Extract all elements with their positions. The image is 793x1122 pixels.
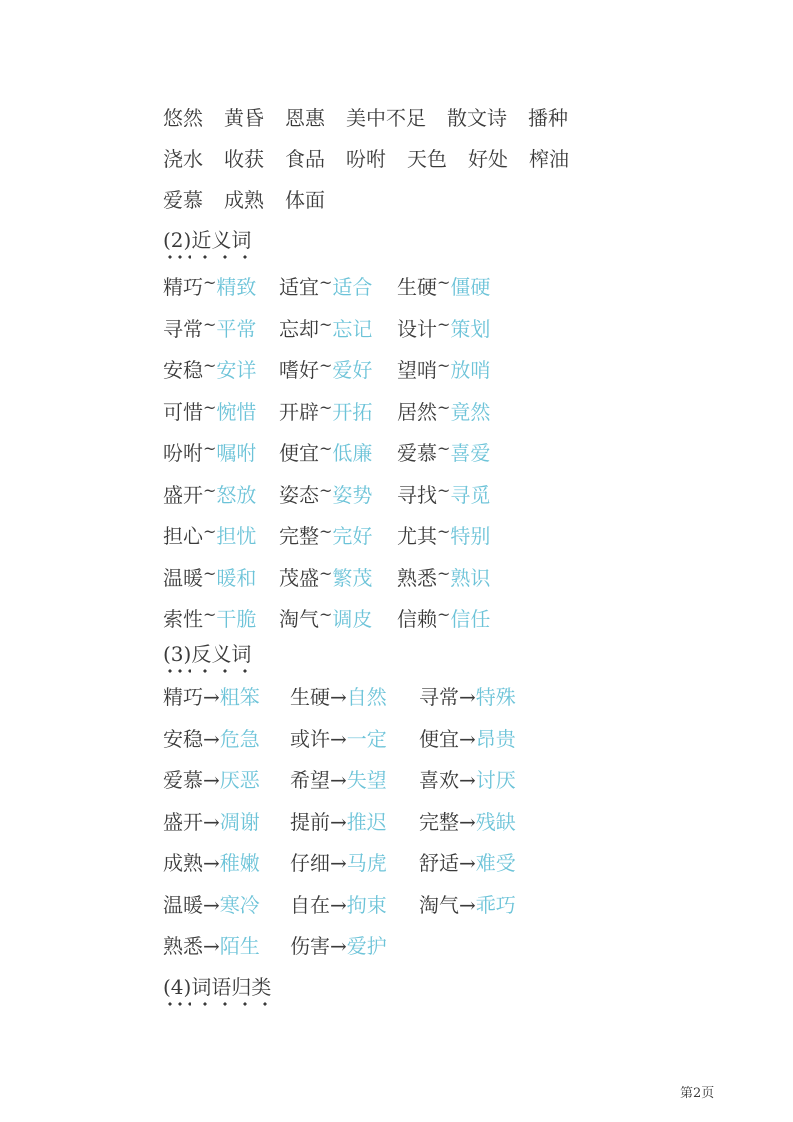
arrow-separator: → — [330, 726, 347, 751]
antonym-pair — [290, 682, 387, 712]
answer-word: 稚嫩 — [219, 851, 260, 875]
section-number: (4) — [163, 975, 191, 999]
answer-word: 干脆 — [216, 607, 257, 631]
source-word: 茂盛 — [279, 565, 319, 590]
arrow-separator: → — [203, 726, 220, 751]
synonym-pair — [279, 393, 372, 427]
source-word: 希望 — [290, 768, 330, 792]
tilde-separator: ~ — [319, 605, 333, 624]
vocab-word: 浇水 — [163, 147, 203, 171]
tilde-separator: ~ — [203, 605, 217, 624]
tilde-separator: ~ — [319, 314, 333, 334]
synonym-pair — [279, 600, 372, 634]
synonym-pair — [163, 434, 256, 468]
synonym-pair — [397, 351, 490, 385]
tilde-separator: ~ — [319, 397, 333, 417]
word-line-1 — [163, 103, 568, 133]
source-word: 舒适 — [419, 851, 459, 875]
arrow-separator: → — [203, 934, 220, 958]
section-heading-antonyms — [163, 639, 251, 669]
section-number: (3) — [163, 642, 191, 666]
section-number: (2) — [163, 228, 191, 252]
antonym-pair — [290, 765, 387, 795]
answer-word: 残缺 — [475, 809, 516, 834]
answer-word: 适合 — [332, 275, 373, 299]
vocab-word: 好处 — [468, 147, 508, 171]
vocab-word: 悠然 — [163, 106, 203, 130]
source-word: 寻常 — [163, 316, 203, 341]
answer-word: 姿势 — [332, 482, 373, 507]
word-line-3 — [163, 185, 325, 215]
source-word: 安稳 — [163, 726, 203, 751]
arrow-separator: → — [203, 851, 220, 875]
answer-word: 失望 — [346, 768, 387, 792]
arrow-separator: → — [203, 809, 220, 834]
antonym-pair — [163, 931, 260, 961]
synonym-pair — [397, 310, 490, 344]
antonym-pair — [290, 931, 387, 961]
source-word: 便宜 — [419, 726, 459, 751]
tilde-separator: ~ — [319, 356, 333, 375]
source-word: 担心 — [163, 524, 203, 548]
answer-word: 信任 — [450, 607, 491, 631]
synonym-pair — [279, 268, 372, 302]
arrow-separator: → — [330, 934, 347, 958]
antonym-pair — [419, 765, 516, 795]
source-word: 仔细 — [290, 851, 330, 875]
answer-word: 怒放 — [216, 482, 257, 507]
answer-word: 暖和 — [216, 565, 257, 590]
answer-word: 马虎 — [346, 851, 387, 875]
synonym-pair — [279, 517, 372, 551]
arrow-separator: → — [459, 768, 476, 792]
vocab-word: 恩惠 — [285, 106, 325, 130]
tilde-separator: ~ — [319, 480, 333, 500]
synonym-pair — [397, 517, 490, 551]
tilde-separator: ~ — [437, 397, 451, 417]
source-word: 或许 — [290, 726, 330, 751]
answer-word: 寻觅 — [450, 482, 491, 507]
vocab-word: 体面 — [285, 188, 325, 212]
word-line-2 — [163, 144, 569, 174]
arrow-separator: → — [459, 726, 476, 751]
source-word: 望哨 — [397, 358, 437, 382]
antonym-pair — [290, 807, 387, 837]
tilde-separator: ~ — [319, 439, 333, 458]
source-word: 安稳 — [163, 358, 203, 382]
synonym-pair — [397, 434, 490, 468]
answer-word: 特别 — [450, 524, 491, 548]
answer-word: 难受 — [475, 851, 516, 875]
tilde-separator: ~ — [319, 522, 333, 541]
arrow-separator: → — [203, 768, 220, 792]
antonym-pair — [290, 890, 387, 920]
arrow-separator: → — [330, 685, 347, 709]
tilde-separator: ~ — [437, 563, 451, 583]
answer-word: 特殊 — [475, 685, 516, 709]
source-word: 信赖 — [397, 607, 437, 631]
tilde-separator: ~ — [203, 356, 217, 375]
vocab-word: 黄昏 — [224, 106, 264, 130]
vocab-word: 收获 — [224, 147, 264, 171]
page-number: 第2页 — [680, 1086, 715, 1101]
answer-word: 推迟 — [346, 809, 387, 834]
source-word: 温暖 — [163, 892, 203, 917]
synonym-pair — [279, 310, 372, 344]
answer-word: 调皮 — [332, 607, 373, 631]
answer-word: 担忧 — [216, 524, 257, 548]
source-word: 便宜 — [279, 441, 319, 465]
answer-word: 厌恶 — [219, 768, 260, 792]
answer-word: 一定 — [346, 726, 387, 751]
answer-word: 粗笨 — [219, 685, 260, 709]
source-word: 提前 — [290, 809, 330, 834]
source-word: 适宜 — [279, 275, 319, 299]
source-word: 生硬 — [290, 685, 330, 709]
answer-word: 忘记 — [332, 316, 373, 341]
synonym-pair — [163, 517, 256, 551]
tilde-separator: ~ — [203, 439, 217, 458]
source-word: 熟悉 — [163, 934, 203, 958]
synonym-pair — [163, 476, 256, 510]
arrow-separator: → — [330, 768, 347, 792]
section-heading-word-classification — [163, 972, 271, 1002]
answer-word: 策划 — [450, 316, 491, 341]
tilde-separator: ~ — [203, 397, 217, 417]
source-word: 完整 — [279, 524, 319, 548]
source-word: 寻常 — [419, 685, 459, 709]
synonym-pair — [163, 310, 256, 344]
source-word: 精巧 — [163, 275, 203, 299]
arrow-separator: → — [330, 892, 347, 917]
source-word: 完整 — [419, 809, 459, 834]
answer-word: 完好 — [332, 524, 373, 548]
answer-word: 寒冷 — [219, 892, 260, 917]
synonym-pair — [279, 351, 372, 385]
synonym-pair — [397, 393, 490, 427]
arrow-separator: → — [459, 809, 476, 834]
antonym-pair — [290, 724, 387, 754]
answer-word: 凋谢 — [219, 809, 260, 834]
source-word: 成熟 — [163, 851, 203, 875]
tilde-separator: ~ — [437, 522, 451, 541]
arrow-separator: → — [330, 851, 347, 875]
answer-word: 爱护 — [346, 934, 387, 958]
source-word: 索性 — [163, 607, 203, 631]
answer-word: 嘱咐 — [216, 441, 257, 465]
antonym-pair — [163, 724, 260, 754]
tilde-separator: ~ — [437, 356, 451, 375]
synonym-pair — [279, 434, 372, 468]
section-title: 近义词 — [191, 228, 251, 252]
source-word: 忘却 — [279, 316, 319, 341]
arrow-separator: → — [459, 851, 476, 875]
antonym-pair — [163, 890, 260, 920]
antonym-pair — [419, 682, 516, 712]
tilde-separator: ~ — [203, 563, 217, 583]
arrow-separator: → — [459, 892, 476, 917]
vocab-word: 榨油 — [529, 147, 569, 171]
answer-word: 平常 — [216, 316, 257, 341]
answer-word: 安详 — [216, 358, 257, 382]
source-word: 居然 — [397, 399, 437, 424]
vocab-word: 天色 — [407, 147, 447, 171]
synonym-pair — [397, 600, 490, 634]
source-word: 嗜好 — [279, 358, 319, 382]
answer-word: 竟然 — [450, 399, 491, 424]
answer-word: 僵硬 — [450, 275, 491, 299]
vocab-word: 美中不足 — [346, 106, 426, 130]
section-title: 词语归类 — [191, 975, 271, 999]
source-word: 爱慕 — [397, 441, 437, 465]
source-word: 爱慕 — [163, 768, 203, 792]
tilde-separator: ~ — [203, 480, 217, 500]
antonym-pair — [419, 807, 516, 837]
section-heading-synonyms — [163, 225, 251, 255]
antonym-pair — [163, 848, 260, 878]
source-word: 寻找 — [397, 482, 437, 507]
answer-word: 惋惜 — [216, 399, 257, 424]
answer-word: 繁茂 — [332, 565, 373, 590]
synonym-pair — [163, 393, 256, 427]
vocab-word: 食品 — [285, 147, 325, 171]
synonym-pair — [163, 351, 256, 385]
arrow-separator: → — [203, 685, 220, 709]
answer-word: 熟识 — [450, 565, 491, 590]
antonym-pair — [290, 848, 387, 878]
answer-word: 自然 — [346, 685, 387, 709]
source-word: 淘气 — [419, 892, 459, 917]
vocab-word: 爱慕 — [163, 188, 203, 212]
antonym-pair — [163, 682, 260, 712]
answer-word: 昂贵 — [475, 726, 516, 751]
answer-word: 拘束 — [346, 892, 387, 917]
antonym-pair — [419, 848, 516, 878]
tilde-separator: ~ — [203, 314, 217, 334]
synonym-pair — [397, 559, 490, 593]
vocab-word: 散文诗 — [447, 106, 507, 130]
vocab-word: 成熟 — [224, 188, 264, 212]
section-title: 反义词 — [191, 642, 251, 666]
tilde-separator: ~ — [319, 273, 333, 292]
vocab-word: 吩咐 — [346, 147, 386, 171]
antonym-pair — [419, 890, 516, 920]
answer-word: 低廉 — [332, 441, 373, 465]
synonym-pair — [279, 476, 372, 510]
answer-word: 放哨 — [450, 358, 491, 382]
antonym-pair — [419, 724, 516, 754]
source-word: 温暖 — [163, 565, 203, 590]
answer-word: 精致 — [216, 275, 257, 299]
source-word: 盛开 — [163, 809, 203, 834]
synonym-pair — [397, 476, 490, 510]
vocab-word: 播种 — [528, 106, 568, 130]
answer-word: 爱好 — [332, 358, 373, 382]
synonym-pair — [163, 559, 256, 593]
antonym-pair — [163, 765, 260, 795]
source-word: 喜欢 — [419, 768, 459, 792]
source-word: 熟悉 — [397, 565, 437, 590]
source-word: 开辟 — [279, 399, 319, 424]
source-word: 生硬 — [397, 275, 437, 299]
synonym-pair — [397, 268, 490, 302]
answer-word: 乖巧 — [475, 892, 516, 917]
source-word: 精巧 — [163, 685, 203, 709]
tilde-separator: ~ — [437, 439, 451, 458]
answer-word: 危急 — [219, 726, 260, 751]
arrow-separator: → — [203, 892, 220, 917]
source-word: 淘气 — [279, 607, 319, 631]
source-word: 自在 — [290, 892, 330, 917]
answer-word: 陌生 — [219, 934, 260, 958]
tilde-separator: ~ — [203, 273, 217, 292]
answer-word: 讨厌 — [475, 768, 516, 792]
tilde-separator: ~ — [437, 314, 451, 334]
answer-word: 喜爱 — [450, 441, 491, 465]
source-word: 设计 — [397, 316, 437, 341]
answer-word: 开拓 — [332, 399, 373, 424]
tilde-separator: ~ — [437, 480, 451, 500]
source-word: 尤其 — [397, 524, 437, 548]
source-word: 伤害 — [290, 934, 330, 958]
synonym-pair — [163, 600, 256, 634]
source-word: 可惜 — [163, 399, 203, 424]
tilde-separator: ~ — [203, 522, 217, 541]
arrow-separator: → — [459, 685, 476, 709]
tilde-separator: ~ — [437, 273, 451, 292]
arrow-separator: → — [330, 809, 347, 834]
synonym-pair — [163, 268, 256, 302]
source-word: 吩咐 — [163, 441, 203, 465]
source-word: 姿态 — [279, 482, 319, 507]
synonym-pair — [279, 559, 372, 593]
antonym-pair — [163, 807, 260, 837]
tilde-separator: ~ — [437, 605, 451, 624]
source-word: 盛开 — [163, 482, 203, 507]
tilde-separator: ~ — [319, 563, 333, 583]
